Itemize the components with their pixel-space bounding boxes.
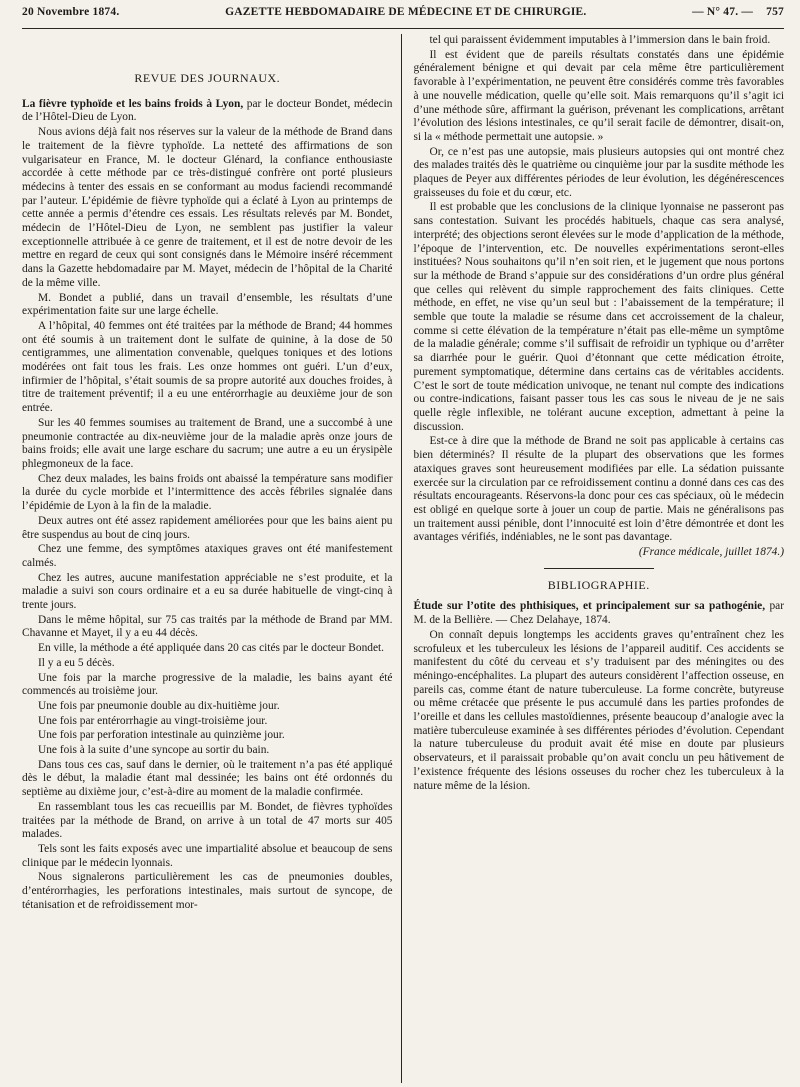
right-paragraphs [414, 34, 785, 545]
article-citation: (France médicale, juillet 1874.) [638, 546, 784, 559]
bibliography-paragraph: On connaît depuis longtemps les accidents graves qu’entraînent chez les scrofuleux et les tuberculeux les lésions de l’appareil auditif. Ces accidents se manifestent du côté du cerveau et s’y traduisent par des méningites ou des méningo-encéphalites. La plupart des auteurs considèrent l’affection osseuse, en pareils cas, comme étant de nature tuberculeuse. La forme concrète, butyreuse ou même crétacée que présente le pus accumulé dans les parties profondes de l’oreille et dans les cellules mastoïdiennes, présente beaucoup d’analogie avec la matière tuberculeuse examinée à ses différentes périodes d’évolution. Cependant la nature tuberculeuse du produit avait été mise en doute par plusieurs observateurs, et il paraissait probable qu’on avait conclu un peu hâtivement de l’existence fréquente des lésions osseuses du rocher chez les tuberculeux à la nature même de la lésion. [413, 628, 784, 792]
running-header [22, 6, 784, 29]
header-date: 20 Novembre 1874. [22, 6, 120, 18]
section-divider [544, 568, 654, 569]
paragraph: Sur les 40 femmes soumises au traitement de Brand, une a succombé à une pneumonie contractée au dix-neuvième jour de la maladie après onze jours de bains froids; elle avait une large eschare du sacrum; une autre a eu un érysipèle phlegmoneux de la face. [22, 416, 393, 470]
paragraph: En rassemblant tous les cas recueillis par M. Bondet, de fièvres typhoïdes traitées par la méthode de Brand, on arrive à un total de 47 morts sur 405 malades. [22, 800, 393, 841]
paragraph: A l’hôpital, 40 femmes ont été traitées par la méthode de Brand; 44 hommes ont été soumis à un traitement dont le sulfate de quinine, à la dose de 50 centigrammes, une alimentation convenable, quelques toniques et des lotions modérées ont fait tous les frais. Les onze hommes ont guéri. L’un d’eux, infirmier de l’hôpital, s’était soumis de sa propre autorité aux douches froides, à titre de traitement préventif; il a eu une entérorrhagie au deuxième jour de son entrée. [22, 319, 393, 415]
article-author: par le docteur Bondet, médecin de l’Hôtel-Dieu de Lyon. [22, 97, 393, 124]
article-title: La fièvre typhoïde et les bains froids à Lyon, [22, 97, 244, 110]
article-heading [22, 98, 393, 125]
paragraph: Chez une femme, des symptômes ataxiques graves ont été manifestement calmés. [22, 543, 393, 569]
paragraph: Il y a eu 5 décès. [38, 656, 115, 669]
bibliography-entry-title: Étude sur l’otite des phthisiques, et principalement sur sa pathogénie, [413, 600, 766, 613]
paragraph: Une fois par entérorrhagie au vingt-troisième jour. [38, 714, 268, 727]
paragraph: Chez deux malades, les bains froids ont abaissé la température sans modifier la durée du cycle morbide et l’intermittence des accès fébriles signalée dans l’épidémie de Lyon à la fin de la maladie. [22, 472, 393, 513]
paragraph: Une fois à la suite d’une syncope au sortir du bain. [38, 744, 270, 757]
paragraph: Dans le même hôpital, sur 75 cas traités par la méthode de Brand par MM. Chavanne et Mayet, il y a eu 44 décès. [22, 613, 393, 640]
paragraph: Tels sont les faits exposés avec une impartialité absolue et beaucoup de sens clinique par le médecin lyonnais. [22, 842, 393, 869]
columns [22, 34, 784, 1083]
header-issue: — N° 47. — [692, 6, 754, 18]
bibliography-entry-author: par M. de la Bellière. — Chez Delahaye, 1874. [413, 600, 784, 627]
citation-line [414, 546, 785, 560]
paragraph: Nous avions déjà fait nos réserves sur la valeur de la méthode de Brand dans le traitement de la fièvre typhoïde. La netteté des affirmations de son vulgarisateur en France, M. le docteur Glénard, la confiance enthousiaste accordée à cette méthode par ce très-distingué confrère ont porté plusieurs médecins à tenter des essais en se conformant au modus faciendi recommandé par l’auteur. L’épidémie de fièvre typhoïde qui a éclaté à Lyon au printemps de cette année a permis d’étendre ces essais. Les résultats relevés par M. Bondet, médecin de l’Hôtel-Dieu de Lyon, ne semblent pas justifier la valeur exceptionnelle attribuée à ce genre de traitement, et il est de notre devoir de les mettre en regard de ceux qui sont consignés dans le Mémoire inséré récemment dans la Gazette hebdomadaire par M. Mayet, médecin de l’hôpital de la Charité de la même ville. [22, 126, 393, 289]
paragraph: Une fois par perforation intestinale au quinzième jour. [38, 729, 285, 742]
right-column [401, 34, 785, 1083]
header-title: GAZETTE HEBDOMADAIRE DE MÉDECINE ET DE CHIRURGIE. [225, 6, 587, 18]
paragraph: tel qui paraissent évidemment imputables à l’immersion dans le bain froid. [429, 34, 771, 46]
paragraph: Deux autres ont été assez rapidement améliorées pour que les bains aient pu être suspendus au bout de cinq jours. [22, 514, 393, 541]
paragraph: Dans tous ces cas, sauf dans le dernier, où le traitement n’a pas été appliqué dès le début, la maladie étant mal dessinée; les bains ont été ordonnés du septième au dixième jour, c’est-à-dire au moment de la maladie confirmée. [22, 758, 393, 799]
section-title: REVUE DES JOURNAUX. [134, 71, 281, 85]
paragraph: Il est évident que de pareils résultats constatés dans une épidémie généralement bénigne et qui devait par cela même être particulièrement favorable à l’expérimentation, ne peuvent être considérés comme très favorables à une nouvelle médication, quelle qu’elle soit. Mais remarquons qu’il s’agit ici d’une méthode sûre, affirmant la guérison, prévenant les complications, arrêtant l’évolution des lésions intestinales, ce qu’il serait facile de démontrer, disait-on, si la « méthode permettait une autopsie. » [413, 48, 784, 143]
paragraph: Nous signalerons particulièrement les cas de pneumonies doubles, d’entérorrhagies, les perforations intestinales, mais surtout de syncope, de tétanisation et de refroidissement mor- [22, 871, 393, 911]
paragraph: M. Bondet a publié, dans un travail d’ensemble, les résultats d’une expérimentation faite sur une large échelle. [22, 291, 393, 318]
bibliography-entry-heading [414, 600, 785, 627]
paragraph: Il est probable que les conclusions de la clinique lyonnaise ne passeront pas sans contestation. Suivant les procédés habituels, chaque cas sera analysé, interprété; des objections seront élevées sur le mode d’application de la méthode, l’époque de l’intervention, etc. De nouvelles expérimentations seront-elles instituées? Nous souhaitons qu’il n’en soit rien, et le jugement que nous portons sur la méthode de Brand s’appuie sur des considérations d’un ordre plus général que celles qui relèvent du simple rapprochement des faits cliniques. Cette méthode, en effet, ne vise qu’un seul but : l’abaissement de la température; il semble que toute la maladie se résume dans cet accroissement de la chaleur, comme si cette élévation de la température n’était pas elle-même un symptôme de la maladie générale; comme s’il suffisait de refroidir un typhique ou d’arrêter sa diarrhée pour le guérir. Quoi d’étonnant que cette médication étroite, purement symptomatique, détermine dans certains cas de véritables accidents. C’est le sort de toute médication univoque, ne tenant nul compte des indications ou contre-indications, faisant passer tous les cas sous le niveau de je ne sais quelle règle inflexible, ne tolérant aucune exception, admettant à peine la discussion. [413, 201, 784, 433]
left-column [22, 34, 401, 1083]
paragraph: Une fois par la marche progressive de la maladie, les bains ayant été commencés au troisième jour. [22, 671, 393, 698]
paragraph: Est-ce à dire que la méthode de Brand ne soit pas applicable à certains cas bien déterminés? Il résulte de la plupart des observations que les formes ataxiques graves sont heureusement modifiées par elle. La sédation puissante exercée sur la circulation par ce refroidissement continu a donné dans ces cas des résultats encourageants. Réservons-la donc pour ces cas spéciaux, où le médecin est obligé en quelque sorte à jouer un coup de partie. Mais ne généralisons pas un traitement aussi pénible, dont l’innocuité est loin d’être démontrée et dont les avantages vérifiés, indéniables, ne le sont pas davantage. [413, 435, 784, 544]
paragraph: Or, ce n’est pas une autopsie, mais plusieurs autopsies qui ont montré chez des malades traités dès le quatrième ou cinquième jour par la susdite méthode les plaques de Peyer aux différentes périodes de leur évolution, les dégénérescences graisseuses du foie et du cœur, etc. [413, 145, 784, 199]
paragraph: Chez les autres, aucune manifestation appréciable ne s’est produite, et la maladie a suivi son cours ordinaire et a eu sa durée habituelle de vingt-cinq à trente jours. [22, 571, 393, 612]
paragraph: En ville, la méthode a été appliquée dans 20 cas cités par le docteur Bondet. [38, 642, 385, 655]
header-issue-page [692, 6, 784, 18]
bibliography-title: BIBLIOGRAPHIE. [547, 577, 650, 592]
header-page-number: 757 [766, 6, 784, 18]
left-paragraphs [22, 126, 393, 912]
paragraph: Une fois par pneumonie double au dix-huitième jour. [38, 699, 280, 712]
